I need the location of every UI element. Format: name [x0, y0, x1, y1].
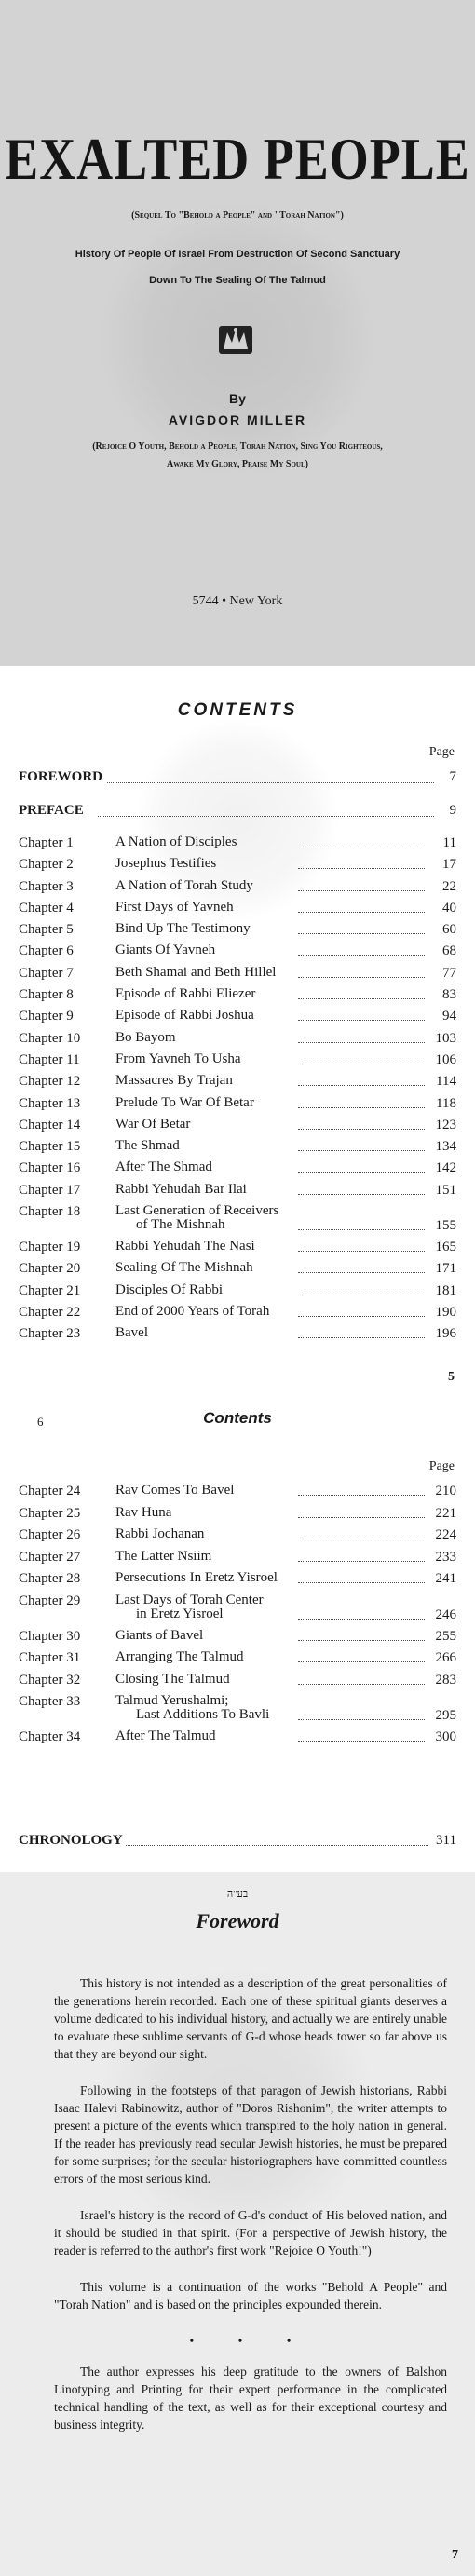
chapter-page: 151: [435, 1182, 456, 1198]
chronology-entry: [19, 1833, 456, 1853]
chapter-page: 17: [442, 857, 456, 873]
chapter-title-line: The Shmad: [115, 1138, 180, 1154]
chapter-number: Chapter 21: [19, 1282, 81, 1298]
chapter-page: 77: [442, 965, 456, 981]
chapter-number: Chapter 25: [19, 1505, 81, 1521]
chapter-page: 255: [435, 1628, 456, 1644]
dot-leader: [298, 998, 425, 999]
chapter-title-line: The Latter Nsiim: [115, 1548, 212, 1564]
toc-entry[interactable]: [19, 1484, 456, 1506]
dot-leader: [298, 1719, 425, 1720]
chapter-number: Chapter 31: [19, 1650, 81, 1665]
toc-entry[interactable]: [19, 1096, 456, 1118]
toc-entry[interactable]: [19, 1305, 456, 1326]
chapter-title-line: Giants of Bavel: [115, 1627, 204, 1643]
chapter-title-line: Josephus Testifies: [115, 856, 217, 872]
contents-heading: Contents: [203, 1409, 272, 1427]
dot-leader: [298, 1194, 425, 1195]
toc-entry[interactable]: [19, 1527, 456, 1550]
chapter-number: Chapter 17: [19, 1182, 81, 1198]
bsd-mark: בע"ה: [226, 1889, 249, 1900]
foreword-title: Foreword: [196, 1909, 279, 1932]
chapter-page: 233: [435, 1549, 456, 1565]
chapter-page: 40: [442, 900, 456, 915]
chapter-page: 83: [442, 987, 456, 1003]
toc-entry[interactable]: [19, 1629, 456, 1651]
chapter-number: Chapter 29: [19, 1593, 81, 1608]
toc-entry[interactable]: [19, 1506, 456, 1528]
chapter-title-line: Last Generation of Receivers: [115, 1203, 279, 1219]
toc-entry[interactable]: [19, 1031, 456, 1052]
dot-leader: [298, 912, 425, 913]
chapter-page: 68: [442, 943, 456, 959]
chapter-title-line: First Days of Yavneh: [115, 899, 234, 915]
chapter-page: 196: [435, 1326, 456, 1342]
toc-label: FOREWORD: [19, 769, 102, 784]
by-label: By: [229, 391, 246, 406]
toc-entry-preface[interactable]: [19, 803, 456, 836]
dot-leader: [298, 868, 425, 869]
foreword-body: [54, 1974, 447, 2452]
chapter-title-line: Talmud Yerushalmi;: [115, 1693, 229, 1708]
chapter-title-line: End of 2000 Years of Torah: [115, 1303, 270, 1319]
dot-leader: [298, 1684, 425, 1685]
chapter-title: [115, 1694, 399, 1722]
toc-entry[interactable]: [19, 1139, 456, 1160]
chapter-page: 155: [435, 1218, 456, 1234]
chapter-number: Chapter 26: [19, 1527, 81, 1542]
description-line: History Of People Of Israel From Destruction Of Second Sanctuary: [75, 249, 400, 260]
toc-page: 7: [449, 769, 456, 784]
chapter-page: 106: [435, 1051, 456, 1067]
chapter-title-line: in Eretz Yisroel: [136, 1606, 224, 1621]
chapter-title-line: of The Mishnah: [136, 1217, 225, 1233]
chapter-title-line: After The Talmud: [115, 1729, 216, 1743]
foreword-paragraph: This history is not intended as a description of the great personalities of the generations herein recorded. Each one of these spiritual giants deserves a volume dedicated to his individual history, and actually we are entirely unable to evaluate these sublime servants of G-d whose heads tower so far above us that they are beyond our sight.: [54, 1976, 447, 2061]
page-column-header: Page: [428, 1459, 455, 1473]
toc-entry[interactable]: [19, 1074, 456, 1095]
chapter-number: Chapter 14: [19, 1117, 81, 1132]
dot-leader: [298, 1640, 425, 1641]
toc-entry[interactable]: [19, 1052, 456, 1074]
chapter-page: 114: [436, 1074, 456, 1090]
contents-page: [0, 666, 475, 1402]
toc-entry[interactable]: [19, 1650, 456, 1673]
toc-entry[interactable]: [19, 835, 456, 857]
chapter-number: Chapter 22: [19, 1304, 81, 1320]
dot-leader: [298, 1495, 425, 1496]
chapter-page: 241: [435, 1571, 456, 1586]
dot-leader: [298, 1272, 425, 1273]
chapter-number: Chapter 12: [19, 1074, 81, 1090]
page-number: 5: [448, 1370, 455, 1384]
toc-entry[interactable]: [19, 1160, 456, 1182]
chapter-number: Chapter 1: [19, 835, 74, 850]
dot-leader: [298, 1517, 425, 1518]
toc-entry[interactable]: [19, 1283, 456, 1305]
chapter-number: Chapter 11: [19, 1051, 80, 1067]
chapter-number: Chapter 18: [19, 1204, 81, 1220]
foreword-paragraph: This volume is a continuation of the works "Behold A People" and "Torah Nation" and is based on the principles expounded therein.: [54, 2280, 447, 2312]
chapter-title-line: Bind Up The Testimony: [115, 921, 251, 937]
chapter-number: Chapter 16: [19, 1160, 81, 1176]
chapter-title-line: Giants Of Yavneh: [115, 942, 216, 958]
dot-leader: [298, 1229, 425, 1230]
chapter-title-line: Last Additions To Bavli: [136, 1707, 270, 1722]
chapter-number: Chapter 28: [19, 1571, 81, 1586]
chapter-number: Chapter 2: [19, 857, 74, 873]
chapter-page: 118: [436, 1095, 456, 1111]
contents-page-continued: [0, 1402, 475, 1872]
toc-entry[interactable]: [19, 901, 456, 922]
chapter-number: Chapter 9: [19, 1009, 74, 1024]
toc-entry[interactable]: [19, 879, 456, 901]
toc-entry[interactable]: [19, 1593, 456, 1629]
dot-leader: [298, 890, 425, 891]
chapter-number: Chapter 10: [19, 1030, 81, 1046]
title-page: [0, 0, 475, 666]
toc-entry[interactable]: [19, 987, 456, 1009]
toc-page: 9: [449, 803, 456, 818]
book-subtitle: (Sequel To "Behold a People" and "Torah Nation"): [131, 210, 344, 221]
publisher-emblem-icon: [216, 324, 255, 356]
author-name: AVIGDOR MILLER: [168, 413, 307, 427]
chapter-list: [19, 835, 456, 1349]
toc-entry[interactable]: [19, 1326, 456, 1348]
chapter-title-line: Rabbi Yehudah The Nasi: [115, 1239, 255, 1254]
toc-entry[interactable]: [19, 1261, 456, 1282]
chapter-number: Chapter 23: [19, 1326, 81, 1342]
chapter-page: 165: [435, 1240, 456, 1255]
chapter-page: 103: [435, 1030, 456, 1046]
chapter-title-line: Arranging The Talmud: [115, 1649, 244, 1664]
chapter-title-line: Rav Huna: [115, 1504, 172, 1520]
chapter-title-line: Closing The Talmud: [115, 1671, 230, 1687]
dot-leader: [298, 1085, 425, 1086]
chapter-title-line: Rabbi Yehudah Bar Ilai: [115, 1181, 247, 1197]
dot-leader: [298, 1129, 425, 1130]
toc-entry[interactable]: [19, 1240, 456, 1261]
page-number: 7: [452, 2548, 458, 2562]
dot-leader: [298, 1661, 425, 1662]
dot-leader: [298, 1316, 425, 1317]
chapter-list: [19, 1484, 456, 1752]
toc-entry[interactable]: [19, 1009, 456, 1030]
dot-leader: [298, 1150, 425, 1151]
toc-entry[interactable]: [19, 1729, 456, 1752]
chapter-number: Chapter 24: [19, 1484, 81, 1498]
book-title: EXALTED PEOPLE: [5, 126, 470, 193]
toc-entry[interactable]: [19, 1571, 456, 1593]
chapter-title-line: Rabbi Jochanan: [115, 1526, 205, 1541]
dot-leader: [298, 1251, 425, 1252]
chapter-page: 22: [442, 878, 456, 894]
chapter-page: 142: [435, 1160, 456, 1176]
chapter-title: [115, 1204, 399, 1232]
chapter-title-line: Disciples Of Rabbi: [115, 1281, 223, 1297]
chapter-number: Chapter 5: [19, 922, 74, 938]
chapter-title: [115, 1593, 399, 1621]
dot-leader: [298, 977, 425, 978]
chapter-number: Chapter 3: [19, 878, 74, 894]
contents-heading: CONTENTS: [177, 700, 298, 720]
other-works: [28, 438, 447, 473]
chapter-title-line: War Of Betar: [115, 1116, 191, 1132]
chapter-title-line: Beth Shamai and Beth Hillel: [115, 964, 277, 980]
chapter-title-line: Persecutions In Eretz Yisroel: [115, 1570, 278, 1585]
toc-entry[interactable]: [19, 1204, 456, 1240]
chapter-page: 60: [442, 922, 456, 938]
page-number: 6: [37, 1415, 44, 1429]
chapter-number: Chapter 34: [19, 1729, 81, 1744]
chapter-number: Chapter 6: [19, 943, 74, 959]
chapter-title-line: A Nation of Disciples: [115, 834, 238, 849]
chapter-number: Chapter 33: [19, 1694, 81, 1709]
dot-leader: [298, 955, 425, 956]
dot-leader: [126, 1845, 428, 1846]
chapter-page: 171: [435, 1261, 456, 1277]
dot-leader: [298, 1741, 425, 1742]
toc-entry[interactable]: [19, 1550, 456, 1572]
chapter-title-line: Bavel: [115, 1325, 148, 1341]
chapter-title-line: Prelude To War Of Betar: [115, 1094, 254, 1110]
dot-leader: [298, 933, 425, 934]
front-matter-list: [19, 769, 456, 836]
dot-leader: [298, 1042, 425, 1043]
chapter-title-line: After The Shmad: [115, 1159, 212, 1175]
chapter-number: Chapter 19: [19, 1240, 81, 1255]
section-separator: • • •: [189, 2334, 312, 2348]
dot-leader: [298, 1582, 425, 1583]
imprint: 5744 • New York: [192, 594, 283, 608]
other-works-line: (Rejoice O Youth, Behold a People, Torah Nation, Sing You Righteous,: [92, 441, 383, 452]
dot-leader: [298, 1020, 425, 1021]
foreword-paragraph: Following in the footsteps of that paragon of Jewish historians, Rabbi Isaac Halevi Rabinowitz, author of "Doros Rishonim", the writer attempts to present a picture of the events which transpired to the holy nation in general. If the reader has previously read secular Jewish histories, he must be prepared for some surprises; for the secular historiographers have committed countless errors of the most serious kind.: [54, 2083, 447, 2186]
chapter-page: 224: [435, 1527, 456, 1542]
description-line: Down To The Sealing Of The Talmud: [149, 275, 326, 286]
chapter-page: 295: [435, 1708, 456, 1723]
toc-entry[interactable]: [19, 1183, 456, 1204]
chapter-title-line: Episode of Rabbi Joshua: [115, 1008, 254, 1024]
toc-entry[interactable]: [19, 857, 456, 878]
toc-entry[interactable]: [19, 1694, 456, 1729]
chapter-page: 246: [435, 1607, 456, 1622]
chapter-title-line: From Yavneh To Usha: [115, 1051, 241, 1066]
foreword-page: [0, 1872, 475, 2576]
toc-entry[interactable]: [19, 966, 456, 987]
chapter-number: Chapter 27: [19, 1549, 81, 1565]
toc-page: 311: [436, 1833, 456, 1848]
chapter-number: Chapter 32: [19, 1672, 81, 1688]
chapter-page: 11: [442, 835, 456, 850]
chapter-number: Chapter 13: [19, 1095, 81, 1111]
chapter-title-line: Bo Bayom: [115, 1029, 176, 1045]
toc-entry[interactable]: [19, 922, 456, 943]
chapter-title-line: Sealing Of The Mishnah: [115, 1260, 253, 1276]
chapter-number: Chapter 4: [19, 900, 74, 915]
foreword-paragraph: The author expresses his deep gratitude to the owners of Balshon Linotyping and Printing for their expert performance in the complicated technical handling of the text, as well as for their exceptional courtesy and business integrity.: [54, 2365, 447, 2432]
other-works-line: Awake My Glory, Praise My Soul): [167, 459, 308, 469]
chapter-title-line: Rav Comes To Bavel: [115, 1483, 235, 1498]
chapter-number: Chapter 7: [19, 965, 74, 981]
dot-leader: [298, 1561, 425, 1562]
dot-leader: [298, 1619, 425, 1620]
toc-entry-foreword[interactable]: [19, 769, 456, 803]
chapter-title-line: Episode of Rabbi Eliezer: [115, 986, 256, 1002]
chapter-title-line: A Nation of Torah Study: [115, 877, 253, 893]
chapter-page: 134: [435, 1139, 456, 1155]
chapter-title-line: Massacres By Trajan: [115, 1073, 233, 1089]
chapter-page: 181: [435, 1282, 456, 1298]
foreword-paragraph: Israel's history is the record of G-d's conduct of His beloved nation, and it should be studied in that spirit. (For a perspective of Jewish history, the reader is referred to the author's first work "Rejoice O Youth!"): [54, 2208, 447, 2257]
chapter-number: Chapter 8: [19, 987, 74, 1003]
toc-label: PREFACE: [19, 803, 84, 818]
chapter-page: 283: [435, 1672, 456, 1688]
chapter-page: 266: [435, 1650, 456, 1665]
toc-entry[interactable]: [19, 1673, 456, 1695]
toc-entry[interactable]: [19, 1118, 456, 1139]
dot-leader: [298, 1107, 425, 1108]
dot-leader: [98, 816, 434, 817]
chapter-title-line: Last Days of Torah Center: [115, 1592, 264, 1607]
book-description: [19, 249, 456, 301]
dot-leader: [298, 1337, 425, 1338]
chapter-page: 210: [435, 1484, 456, 1498]
dot-leader: [298, 1172, 425, 1173]
chapter-page: 123: [435, 1117, 456, 1132]
chapter-page: 300: [435, 1729, 456, 1744]
toc-entry-chronology[interactable]: [19, 1833, 456, 1853]
chapter-number: Chapter 20: [19, 1261, 81, 1277]
page-column-header: Page: [428, 745, 455, 759]
chapter-page: 221: [435, 1505, 456, 1521]
dot-leader: [107, 782, 434, 783]
chapter-number: Chapter 30: [19, 1628, 81, 1644]
toc-label: CHRONOLOGY: [19, 1833, 123, 1848]
chapter-number: Chapter 15: [19, 1139, 81, 1155]
chapter-page: 94: [442, 1009, 456, 1024]
chapter-page: 190: [435, 1304, 456, 1320]
toc-entry[interactable]: [19, 943, 456, 965]
